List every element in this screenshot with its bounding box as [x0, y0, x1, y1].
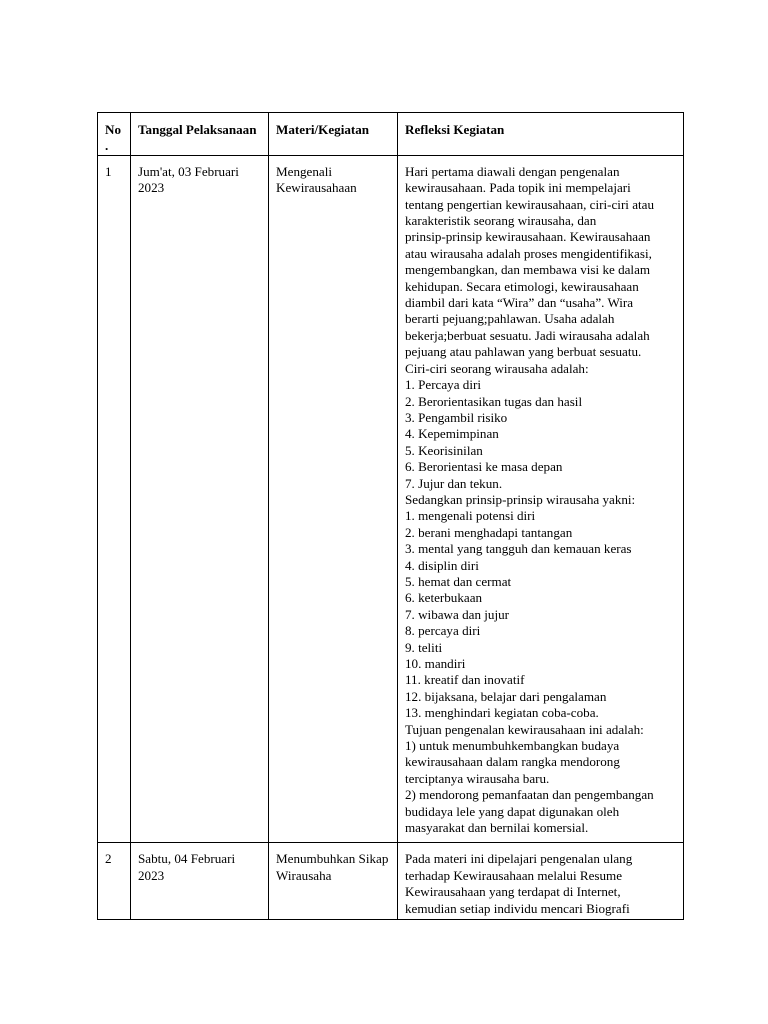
row-no: 2	[98, 843, 131, 920]
refleksi-line: Sedangkan prinsip-prinsip wirausaha yakni:	[405, 491, 636, 507]
row-materi: Mengenali Kewirausahaan	[269, 155, 398, 843]
refleksi-line: kehidupan. Secara etimologi, kewirausahaan	[405, 278, 639, 294]
refleksi-line: 1. mengenali potensi diri	[405, 508, 536, 524]
refleksi-line: 3. mental yang tangguh dan kemauan keras	[405, 541, 632, 557]
refleksi-line: masyarakat dan bernilai komersial.	[405, 820, 589, 836]
refleksi-line: prinsip-prinsip kewirausahaan. Kewirausahaan	[405, 229, 651, 245]
refleksi-line: 13. menghindari kegiatan coba-coba.	[405, 705, 599, 721]
refleksi-line: 4. disiplin diri	[405, 557, 479, 573]
refleksi-line: kewirausahaan dalam rangka mendorong	[405, 754, 620, 770]
refleksi-line: bekerja;berbuat sesuatu. Jadi wirausaha adalah	[405, 327, 650, 343]
refleksi-line: tentang pengertian kewirausahaan, ciri-ciri atau	[405, 196, 655, 212]
header-tanggal: Tanggal Pelaksanaan	[131, 113, 269, 156]
refleksi-line: Hari pertama diawali dengan pengenalan	[405, 163, 620, 179]
row-no: 1	[98, 155, 131, 843]
refleksi-lines	[405, 851, 677, 917]
header-no: No .	[98, 113, 131, 156]
refleksi-line: diambil dari kata “Wira” dan “usaha”. Wira	[405, 295, 634, 311]
refleksi-line: mengembangkan, dan membawa visi ke dalam	[405, 262, 651, 278]
refleksi-line: 2. berani menghadapi tantangan	[405, 524, 573, 540]
refleksi-line: budidaya lele yang dapat digunakan oleh	[405, 803, 620, 819]
refleksi-lines	[405, 164, 677, 837]
header-refleksi: Refleksi Kegiatan	[398, 113, 684, 156]
table-row	[98, 155, 684, 843]
refleksi-line: 5. Keorisinilan	[405, 442, 483, 458]
refleksi-line: Ciri-ciri seorang wirausaha adalah:	[405, 360, 589, 376]
row-tanggal: Jum'at, 03 Februari 2023	[131, 155, 269, 843]
row-tanggal: Sabtu, 04 Februari 2023	[131, 843, 269, 920]
refleksi-line: 12. bijaksana, belajar dari pengalaman	[405, 688, 607, 704]
refleksi-line: kemudian setiap individu mencari Biografi	[405, 900, 630, 916]
refleksi-line: berarti pejuang;pahlawan. Usaha adalah	[405, 311, 615, 327]
refleksi-line: 7. wibawa dan jujur	[405, 606, 509, 622]
refleksi-line: 3. Pengambil risiko	[405, 409, 508, 425]
table-header-row	[98, 113, 684, 156]
refleksi-line: atau wirausaha adalah proses mengidentifikasi,	[405, 245, 652, 261]
activity-table	[97, 112, 684, 920]
refleksi-line: Pada materi ini dipelajari pengenalan ulang	[405, 851, 633, 867]
refleksi-line: 9. teliti	[405, 639, 443, 655]
header-materi: Materi/Kegiatan	[269, 113, 398, 156]
refleksi-line: 5. hemat dan cermat	[405, 573, 512, 589]
refleksi-line: 2) mendorong pemanfaatan dan pengembangan	[405, 787, 654, 803]
refleksi-line: 7. Jujur dan tekun.	[405, 475, 503, 491]
refleksi-line: 4. Kepemimpinan	[405, 426, 499, 442]
refleksi-line: karakteristik seorang wirausaha, dan	[405, 213, 597, 229]
refleksi-line: 8. percaya diri	[405, 623, 481, 639]
refleksi-line: kewirausahaan. Pada topik ini mempelajari	[405, 180, 631, 196]
row-refleksi	[398, 843, 684, 920]
refleksi-line: 11. kreatif dan inovatif	[405, 672, 525, 688]
refleksi-line: 6. keterbukaan	[405, 590, 483, 606]
refleksi-line: 1. Percaya diri	[405, 377, 481, 393]
refleksi-line: Tujuan pengenalan kewirausahaan ini adalah:	[405, 721, 644, 737]
row-materi: Menumbuhkan Sikap Wirausaha	[269, 843, 398, 920]
refleksi-line: 2. Berorientasikan tugas dan hasil	[405, 393, 583, 409]
refleksi-line: Kewirausahaan yang terdapat di Internet,	[405, 884, 621, 900]
refleksi-line: 6. Berorientasi ke masa depan	[405, 459, 563, 475]
refleksi-line: 1) untuk menumbuhkembangkan budaya	[405, 738, 620, 754]
document-page	[97, 112, 683, 920]
refleksi-line: pejuang atau pahlawan yang berbuat sesuatu.	[405, 344, 642, 360]
refleksi-line: 10. mandiri	[405, 656, 466, 671]
table-row	[98, 843, 684, 920]
row-refleksi	[398, 155, 684, 843]
refleksi-line: terciptanya wirausaha baru.	[405, 770, 550, 786]
refleksi-line: terhadap Kewirausahaan melalui Resume	[405, 867, 623, 883]
